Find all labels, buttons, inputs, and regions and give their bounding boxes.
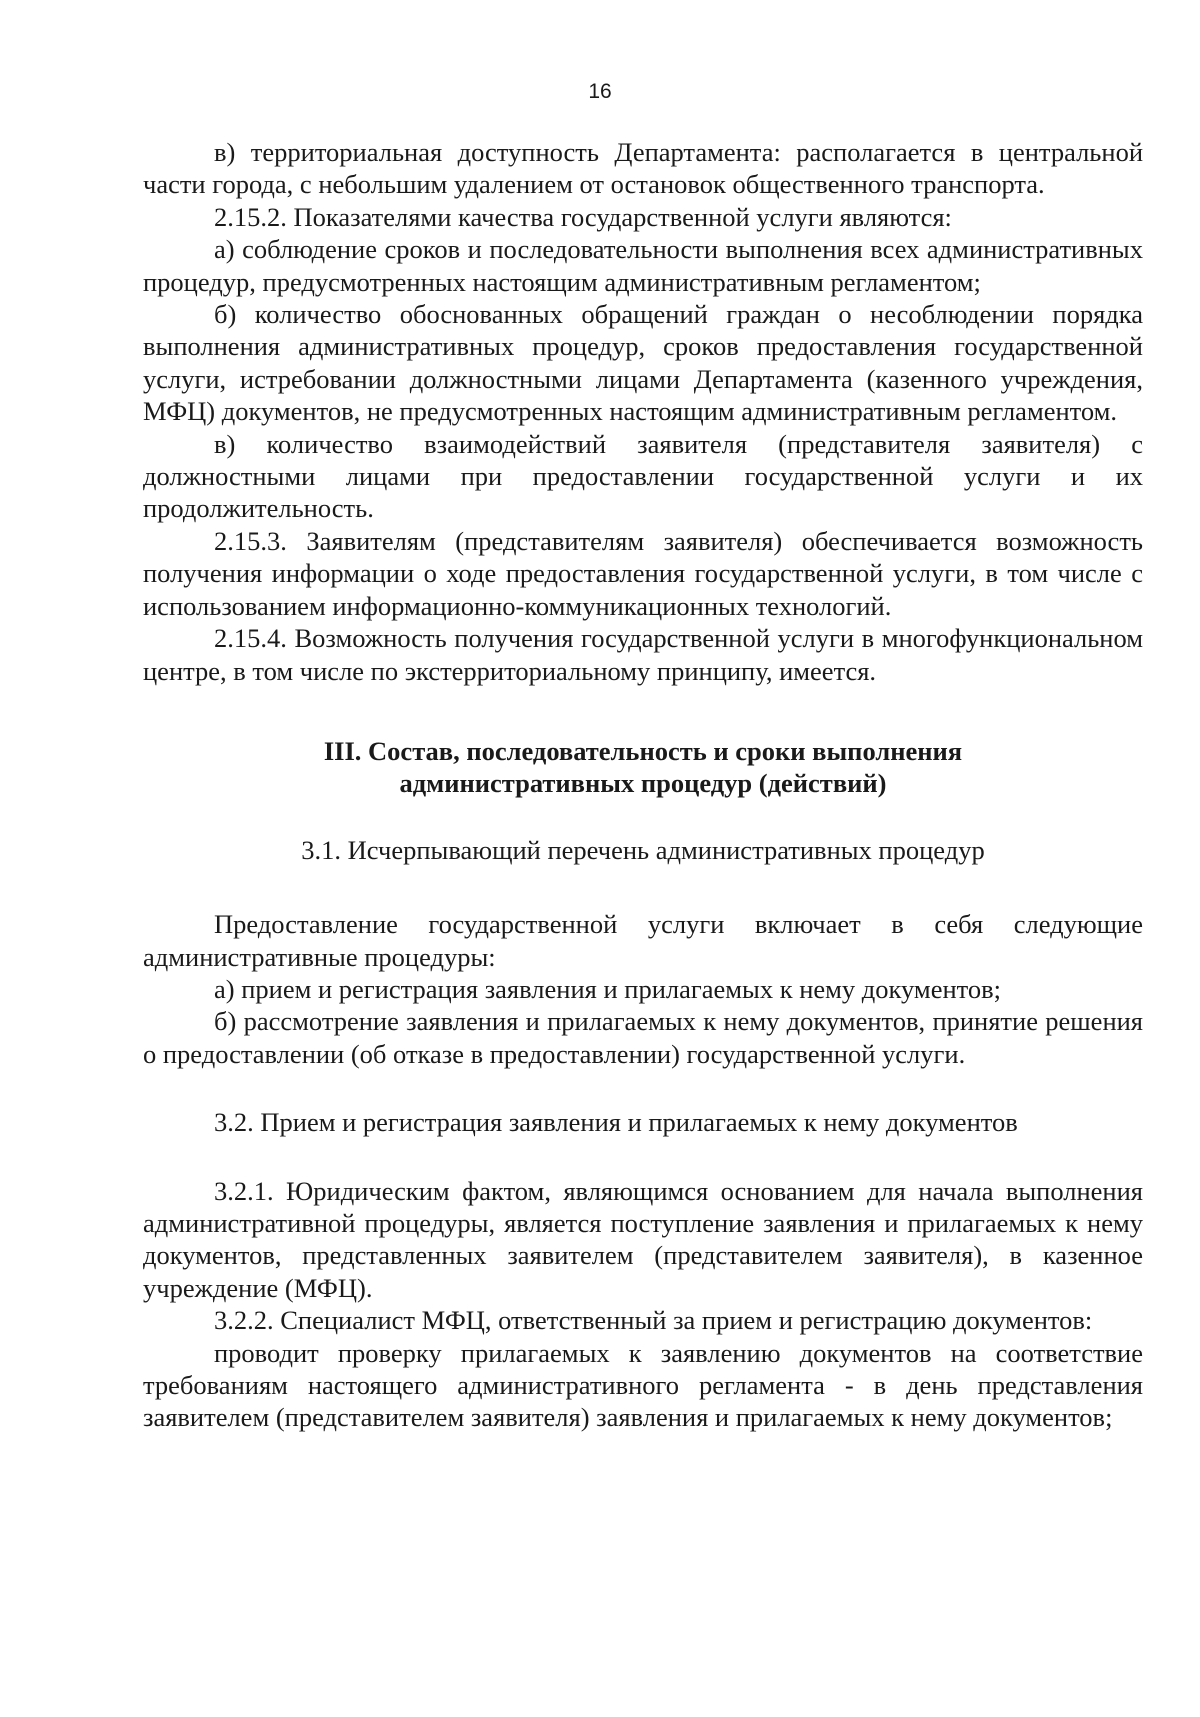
paragraph-3-1-b: б) рассмотрение заявления и прилагаемых к нему документов, принятие решения о предоставлении (об отказе в предоставлении) государственной услуги.: [143, 1006, 1143, 1069]
paragraph-quality-a: а) соблюдение сроков и последовательности выполнения всех административных процедур, предусмотренных настоящим административным регламентом;: [143, 234, 1143, 297]
paragraph-3-2-2: 3.2.2. Специалист МФЦ, ответственный за прием и регистрацию документов:: [214, 1305, 1093, 1336]
paragraph-3-2-2-check: проводит проверку прилагаемых к заявлению документов на соответствие требованиям настоящего административного регламента - в день представления заявителем (представителем заявителя) заявления и прилагаемых к нему документов;: [143, 1337, 1143, 1433]
spacer: [143, 1139, 1143, 1175]
section-heading: [143, 735, 1143, 800]
subsection-3-1-title: 3.1. Исчерпывающий перечень административных процедур: [301, 834, 985, 865]
paragraph-3-2-1: 3.2.1. Юридическим фактом, являющимся основанием для начала выполнения административной процедуры, является поступление заявления и прилагаемых к нему документов, представленных заявителем (представителем заявителя), в казенное учреждение (МФЦ).: [143, 1175, 1143, 1303]
paragraph-quality-b: б) количество обоснованных обращений граждан о несоблюдении порядка выполнения административных процедур, сроков предоставления государственной услуги, истребовании должностными лицами Департамента (казенного учреждения, МФЦ) документов, не предусмотренных настоящим административным регламентом.: [143, 299, 1143, 427]
document-body: [143, 136, 1143, 1434]
spacer: [143, 687, 1143, 735]
paragraph-2-15-4: 2.15.4. Возможность получения государственной услуги в многофункциональном центре, в том числе по экстерриториальному принципу, имеется.: [143, 623, 1143, 686]
paragraph-quality-v: в) количество взаимодействий заявителя (представителя заявителя) с должностными лицами при предоставлении государственной услуги и их продолжительность.: [143, 428, 1143, 524]
paragraph-2-15-2: 2.15.2. Показателями качества государственной услуги являются:: [214, 201, 952, 232]
page-number: 16: [588, 80, 612, 103]
section-heading-line1: III. Состав, последовательность и сроки выполнения: [323, 735, 963, 766]
paragraph-3-1-a: а) прием и регистрация заявления и прилагаемых к нему документов;: [214, 973, 1001, 1004]
paragraph-territorial-access: в) территориальная доступность Департамента: располагается в центральной части города, с небольшим удалением от остановок общественного транспорта.: [143, 137, 1143, 200]
spacer: [143, 800, 1143, 834]
spacer: [143, 866, 1143, 908]
section-heading-line2: административных процедур (действий): [399, 768, 887, 799]
paragraph-3-1-intro: Предоставление государственной услуги включает в себя следующие административные процедуры:: [143, 909, 1143, 972]
subsection-3-2-title: 3.2. Прием и регистрация заявления и прилагаемых к нему документов: [214, 1107, 1018, 1138]
paragraph-2-15-3: 2.15.3. Заявителям (представителям заявителя) обеспечивается возможность получения информации о ходе предоставления государственной услуги, в том числе с использованием информационно-коммуникационных технологий.: [143, 525, 1143, 621]
spacer: [143, 1070, 1143, 1106]
